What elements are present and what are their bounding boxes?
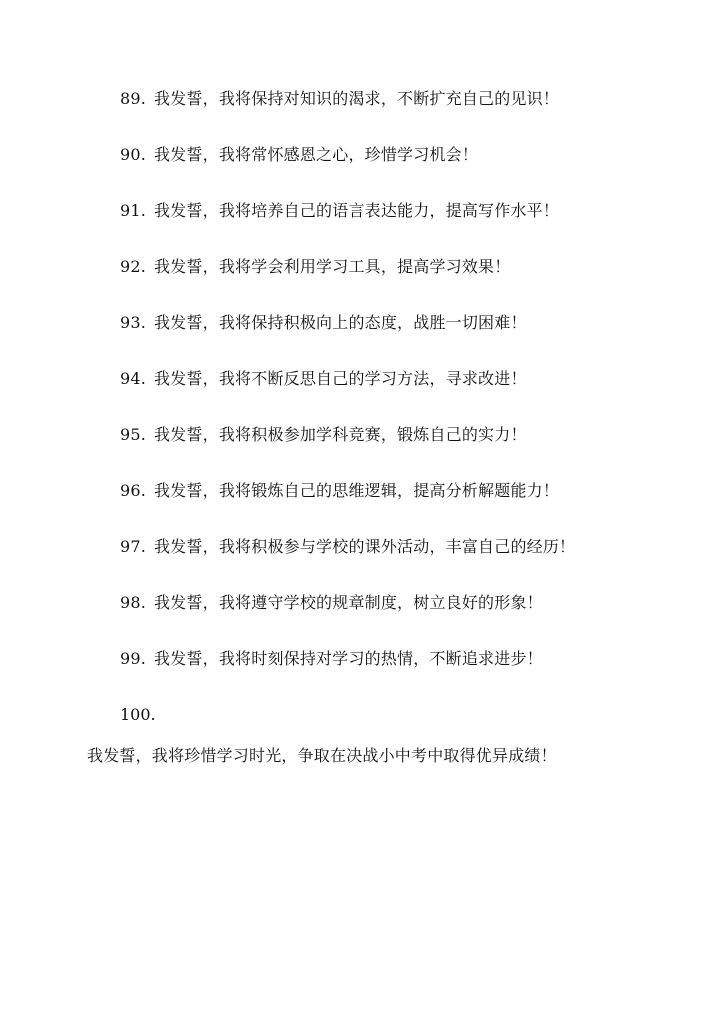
oath-list bbox=[120, 86, 700, 702]
list-item bbox=[120, 86, 700, 142]
item-number: 90. bbox=[120, 145, 147, 164]
item-number: 95. bbox=[120, 425, 147, 444]
list-item bbox=[120, 590, 700, 646]
item-text: 我发誓，我将时刻保持对学习的热情，不断追求进步！ bbox=[154, 649, 543, 668]
item-text: 我发誓，我将常怀感恩之心，珍惜学习机会！ bbox=[154, 145, 479, 164]
item-number: 92. bbox=[120, 257, 147, 276]
last-item-number: 100. bbox=[120, 705, 156, 724]
list-item bbox=[120, 478, 700, 534]
item-text: 我发誓，我将培养自己的语言表达能力，提高写作水平！ bbox=[154, 201, 560, 220]
list-item bbox=[120, 254, 700, 310]
list-item bbox=[120, 366, 700, 422]
item-number: 89. bbox=[120, 89, 147, 108]
list-item bbox=[120, 310, 700, 366]
list-item bbox=[120, 198, 700, 254]
item-number: 97. bbox=[120, 537, 147, 556]
item-text: 我发誓，我将遵守学校的规章制度，树立良好的形象！ bbox=[154, 593, 543, 612]
item-text: 我发誓，我将保持积极向上的态度，战胜一切困难！ bbox=[154, 313, 527, 332]
list-item bbox=[120, 422, 700, 478]
item-text: 我发誓，我将学会利用学习工具，提高学习效果！ bbox=[154, 257, 511, 276]
item-text: 我发誓，我将锻炼自己的思维逻辑，提高分析解题能力！ bbox=[154, 481, 560, 500]
item-text: 我发誓，我将积极参与学校的课外活动，丰富自己的经历！ bbox=[154, 537, 576, 556]
item-text: 我发誓，我将积极参加学科竞赛，锻炼自己的实力！ bbox=[154, 425, 527, 444]
item-text: 我发誓，我将保持对知识的渴求，不断扩充自己的见识！ bbox=[154, 89, 560, 108]
item-number: 94. bbox=[120, 369, 147, 388]
list-item bbox=[120, 534, 700, 590]
item-text: 我发誓，我将不断反思自己的学习方法，寻求改进！ bbox=[154, 369, 527, 388]
last-item-text: 我发誓，我将珍惜学习时光，争取在决战小中考中取得优异成绩！ bbox=[87, 746, 557, 765]
item-number: 93. bbox=[120, 313, 147, 332]
list-item bbox=[120, 646, 700, 702]
list-item bbox=[120, 142, 700, 198]
item-number: 91. bbox=[120, 201, 147, 220]
item-number: 96. bbox=[120, 481, 147, 500]
item-number: 98. bbox=[120, 593, 147, 612]
item-number: 99. bbox=[120, 649, 147, 668]
